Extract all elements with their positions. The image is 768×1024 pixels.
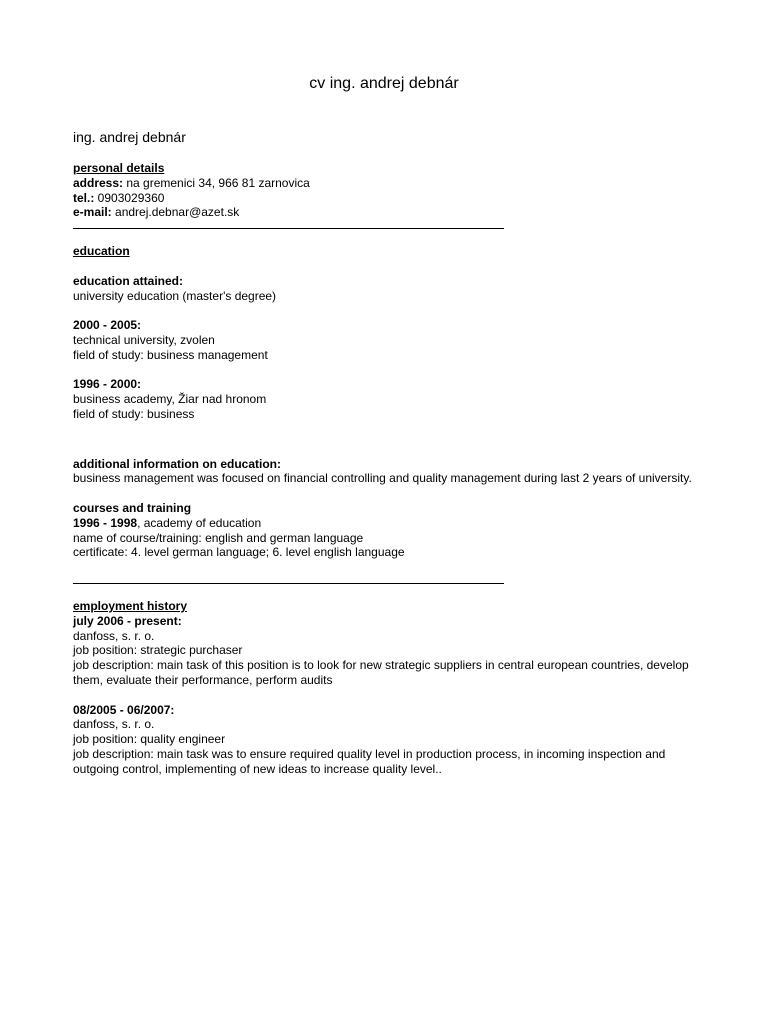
email-label: e-mail: (73, 205, 112, 220)
education-entry (73, 318, 713, 362)
courses-certificate: certificate: 4. level german language; 6. level english language (73, 545, 405, 560)
education-school: technical university, zvolen (73, 332, 215, 347)
employment-entry (73, 703, 713, 777)
address-value: na gremenici 34, 966 81 zarnovica (123, 175, 310, 190)
additional-info-label: additional information on education: (73, 456, 281, 471)
document-title: cv ing. andrej debnár (309, 75, 459, 92)
employment-entry (73, 614, 713, 688)
employment-description: job description: main task was to ensure required quality level in production process, in incoming inspection and outgoing control, implementing of new ideas to increase quality level.. (73, 746, 666, 776)
courses-period: 1996 - 1998 (73, 515, 138, 530)
tel-value: 0903029360 (94, 190, 165, 205)
tel-label: tel.: (73, 190, 95, 205)
personal-details-section (73, 161, 713, 220)
cv-content (73, 128, 713, 776)
education-heading: education (73, 244, 130, 259)
candidate-name: ing. andrej debnár (73, 129, 186, 145)
employment-company: danfoss, s. r. o. (73, 628, 155, 643)
separator-line (73, 583, 504, 585)
courses-label: courses and training (73, 500, 192, 515)
address-line (73, 176, 713, 191)
personal-details-heading: personal details (73, 161, 165, 175)
additional-info-value: business management was focused on financial controlling and quality management during last 2 years of university. (73, 471, 692, 486)
employment-period: july 2006 - present: (73, 613, 182, 628)
email-line (73, 205, 713, 220)
education-attained-value: university education (master's degree) (73, 288, 277, 303)
separator-line (73, 228, 504, 230)
education-period: 1996 - 2000: (73, 377, 142, 392)
education-field: field of study: business management (73, 347, 268, 362)
courses-place: , academy of education (137, 515, 262, 530)
education-entry (73, 377, 713, 421)
employment-position: job position: strategic purchaser (73, 643, 243, 658)
employment-description: job description: main task of this position is to look for new strategic suppliers in central european countries, develop them, evaluate their performance, perform audits (73, 658, 689, 687)
courses-name: name of course/training: english and german language (73, 530, 364, 545)
employment-period: 08/2005 - 06/2007: (73, 702, 175, 717)
employment-company: danfoss, s. r. o. (73, 717, 155, 732)
employment-section (73, 599, 713, 777)
address-label: address: (73, 175, 124, 190)
education-section (73, 244, 713, 560)
tel-line (73, 191, 713, 206)
email-value: andrej.debnar@azet.sk (111, 205, 240, 220)
employment-position: job position: quality engineer (73, 732, 226, 747)
education-period: 2000 - 2005: (73, 318, 142, 333)
education-attained-label: education attained: (73, 273, 184, 288)
education-field: field of study: business (73, 406, 195, 421)
education-school: business academy, Žiar nad hronom (73, 392, 267, 407)
employment-heading: employment history (73, 598, 188, 613)
courses-line (73, 516, 713, 531)
